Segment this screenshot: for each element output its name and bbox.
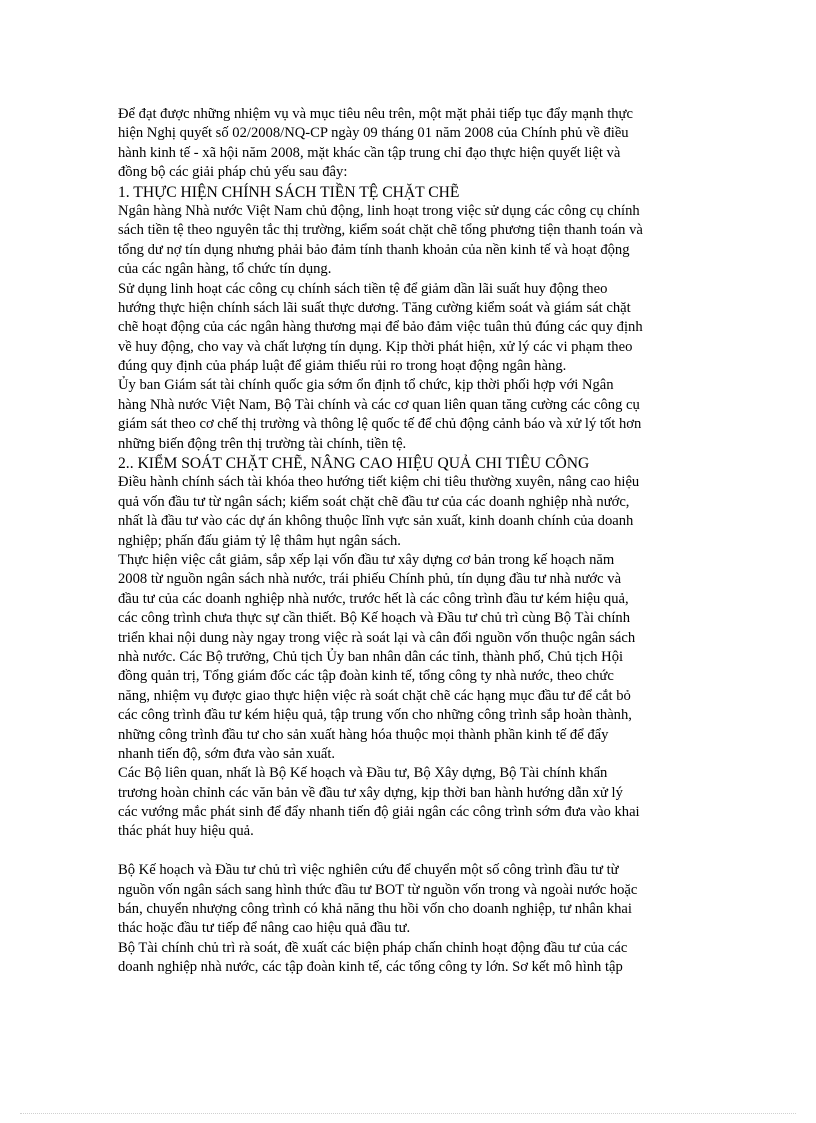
text-line: triển khai nội dung này ngay trong việc rà soát lại và cân đối nguồn vốn thuộc ngân sách	[118, 629, 636, 646]
heading-text: 2.. KIỂM SOÁT CHẶT CHẼ, NÂNG CAO HIỆU QUẢ CHI TIÊU CÔNG	[118, 455, 590, 473]
text-line: thác phát huy hiệu quả.	[118, 823, 254, 840]
blank-line	[118, 842, 698, 861]
text-line: Các Bộ liên quan, nhất là Bộ Kế hoạch và Đầu tư, Bộ Xây dựng, Bộ Tài chính khẩn	[118, 765, 608, 782]
text-line: chẽ hoạt động của các ngân hàng thương mại để bảo đảm việc tuân thủ đúng các quy định	[118, 319, 643, 336]
text-line: nhà nước. Các Bộ trưởng, Chủ tịch Ủy ban nhân dân các tỉnh, thành phố, Chủ tịch Hội	[118, 648, 624, 665]
paragraph	[118, 861, 698, 939]
text-line: Để đạt được những nhiệm vụ và mục tiêu nêu trên, một mặt phải tiếp tục đẩy mạnh thực	[118, 106, 633, 122]
section-heading	[118, 183, 698, 202]
text-line: thác hoặc đầu tư tiếp để nâng cao hiệu quả đầu tư.	[118, 920, 411, 937]
text-line: quả vốn đầu tư từ ngân sách; kiểm soát chặt chẽ đầu tư của các doanh nghiệp nhà nước,	[118, 493, 630, 510]
paragraph	[118, 376, 698, 454]
heading-text: 1. THỰC HIỆN CHÍNH SÁCH TIỀN TỆ CHẶT CHẼ	[118, 183, 460, 201]
text-line: những biến động trên thị trường tài chính, tiền tệ.	[118, 435, 407, 452]
text-line: hiện Nghị quyết số 02/2008/NQ-CP ngày 09 tháng 01 năm 2008 của Chính phủ về điều	[118, 125, 629, 142]
text-line: các công trình đầu tư kém hiệu quả, tập trung vốn cho những công trình sắp hoàn thành,	[118, 707, 632, 724]
paragraph	[118, 764, 698, 842]
text-line: đầu tư của các doanh nghiệp nhà nước, trước hết là các công trình đầu tư kém hiệu quả,	[118, 590, 629, 607]
text-line: Bộ Tài chính chủ trì rà soát, đề xuất các biện pháp chấn chỉnh hoạt động đầu tư của các	[118, 939, 628, 956]
text-line: giám sát theo cơ chế thị trường và thông lệ quốc tế để chủ động cảnh báo và xử lý tốt hơn	[118, 416, 642, 433]
text-line: nguồn vốn ngân sách sang hình thức đầu tư BOT từ nguồn vốn trong và ngoài nước hoặc	[118, 881, 638, 898]
text-line: hành kinh tế - xã hội năm 2008, mặt khác cần tập trung chỉ đạo thực hiện quyết liệt và	[118, 144, 621, 161]
paragraph	[118, 551, 698, 764]
text-line: nghiệp; phấn đấu giảm tỷ lệ thâm hụt ngân sách.	[118, 532, 401, 549]
paragraph	[118, 280, 698, 377]
text-line: 2008 từ nguồn ngân sách nhà nước, trái phiếu Chính phủ, tín dụng đầu tư nhà nước và	[118, 571, 622, 588]
text-line: tổng dư nợ tín dụng nhưng phải bảo đảm tính thanh khoản của nền kinh tế và hoạt động	[118, 241, 630, 258]
paragraph	[118, 473, 698, 551]
paragraph	[118, 105, 698, 183]
section-heading	[118, 454, 698, 473]
text-line: doanh nghiệp nhà nước, các tập đoàn kinh tế, các tổng công ty lớn. Sơ kết mô hình tập	[118, 959, 623, 976]
text-line: những công trình đầu tư cho sản xuất hàng hóa thuộc mọi thành phần kinh tế để đẩy	[118, 726, 609, 743]
text-line: Thực hiện việc cắt giảm, sắp xếp lại vốn đầu tư xây dựng cơ bản trong kế hoạch năm	[118, 551, 615, 568]
paragraph	[118, 939, 698, 978]
document-page	[118, 105, 698, 978]
paragraph	[118, 202, 698, 280]
text-line: nhất là đầu tư vào các dự án không thuộc lĩnh vực sản xuất, kinh doanh chính của doanh	[118, 513, 634, 530]
text-line: đúng quy định của pháp luật để giảm thiểu rủi ro trong hoạt động ngân hàng.	[118, 358, 567, 375]
text-line: nhanh tiến độ, sớm đưa vào sản xuất.	[118, 745, 336, 762]
text-line: Ủy ban Giám sát tài chính quốc gia sớm ổn định tổ chức, kịp thời phối hợp với Ngân	[118, 377, 614, 394]
text-line: các công trình chưa thực sự cần thiết. Bộ Kế hoạch và Đầu tư chủ trì cùng Bộ Tài chính	[118, 610, 630, 627]
text-line: về huy động, cho vay và chất lượng tín dụng. Kịp thời phát hiện, xử lý các vi phạm theo	[118, 338, 633, 355]
text-line: các vướng mắc phát sinh để đẩy nhanh tiến độ giải ngân các công trình sớm đưa vào khai	[118, 804, 640, 821]
text-line: hướng thực hiện chính sách lãi suất thực dương. Tăng cường kiểm soát và giám sát chặt	[118, 299, 631, 316]
text-line: năng, nhiệm vụ được giao thực hiện việc rà soát chặt chẽ các hạng mục đầu tư để cắt bỏ	[118, 687, 631, 704]
text-line: của các ngân hàng, tổ chức tín dụng.	[118, 261, 332, 278]
text-line: trương hoàn chỉnh các văn bản về đầu tư xây dựng, kịp thời ban hành hướng dẫn xử lý	[118, 784, 623, 801]
text-line: hàng Nhà nước Việt Nam, Bộ Tài chính và các cơ quan liên quan tăng cường các công cụ	[118, 396, 640, 413]
page-bottom-divider	[20, 1113, 796, 1114]
text-line: đồng quản trị, Tổng giám đốc các tập đoàn kinh tế, tổng công ty nhà nước, theo chức	[118, 668, 614, 685]
text-line: Điều hành chính sách tài khóa theo hướng tiết kiệm chi tiêu thường xuyên, nâng cao hiệu	[118, 474, 640, 491]
text-line: Ngân hàng Nhà nước Việt Nam chủ động, linh hoạt trong việc sử dụng các công cụ chính	[118, 202, 640, 219]
text-line: sách tiền tệ theo nguyên tắc thị trường, kiểm soát chặt chẽ tổng phương tiện thanh toán và	[118, 222, 643, 239]
text-line: Bộ Kế hoạch và Đầu tư chủ trì việc nghiên cứu để chuyển một số công trình đầu tư từ	[118, 862, 619, 879]
text-line: Sử dụng linh hoạt các công cụ chính sách tiền tệ để giảm dần lãi suất huy động theo	[118, 280, 608, 297]
text-line: bán, chuyển nhượng công trình có khả năng thu hồi vốn cho doanh nghiệp, tư nhân khai	[118, 901, 632, 918]
text-line: đồng bộ các giải pháp chủ yếu sau đây:	[118, 164, 348, 181]
